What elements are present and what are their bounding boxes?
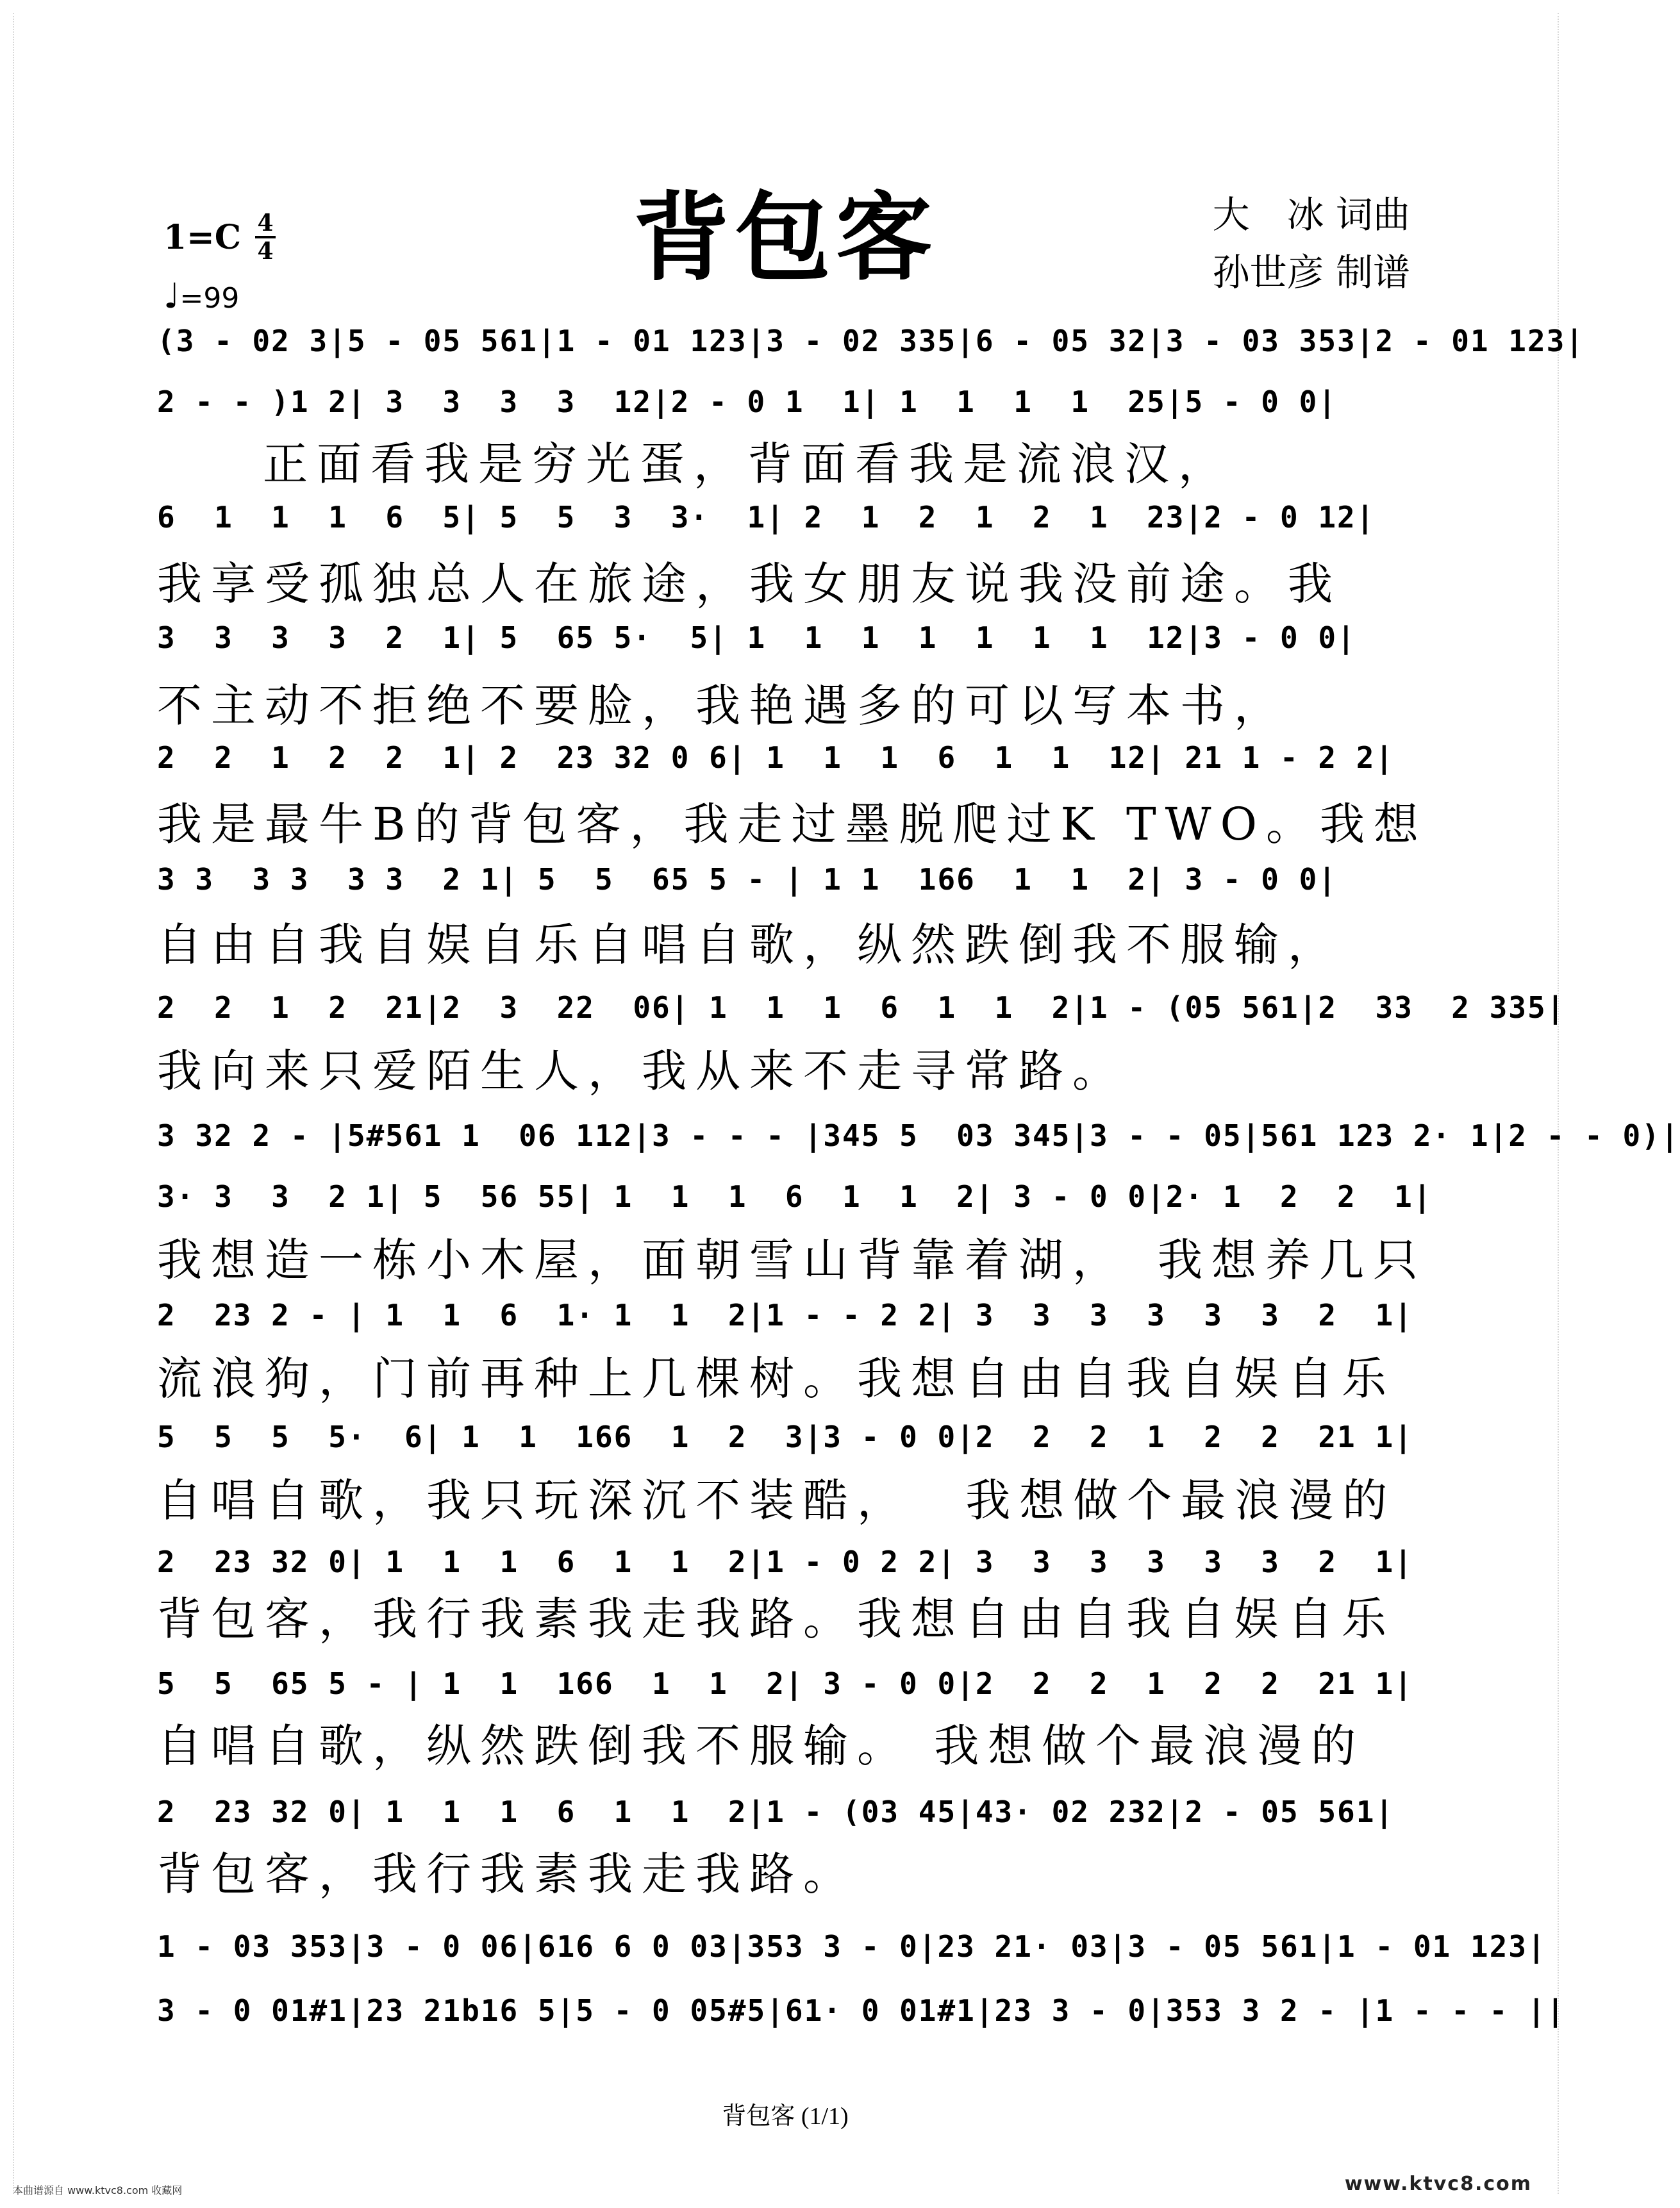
- site-watermark: www.ktvc8.com: [1344, 2173, 1532, 2195]
- lyric-line: 我是最牛B的背包客，我走过墨脱爬过K TWO。我想: [157, 798, 1428, 851]
- lyricist-composer-credit: 大 冰 词曲: [1212, 193, 1410, 237]
- credits: [1213, 186, 1410, 301]
- lyric-line: 我向来只爱陌生人，我从来不走寻常路。: [157, 1045, 1126, 1097]
- music-line: 2 2 1 2 21|2 3 22 06| 1 1 1 6 1 1 2|1 - (05 561|2 33 2 335|: [157, 990, 1566, 1025]
- lyric-line: 不主动不拒绝不要脸，我艳遇多的可以写本书，: [157, 679, 1288, 732]
- tempo-marking: [163, 276, 239, 316]
- music-line: 2 23 2 - | 1 1 6 1· 1 1 2|1 - - 2 2| 3 3 3 3 3 3 2 1|: [157, 1298, 1413, 1332]
- quarter-note-icon: ♩: [163, 276, 180, 316]
- lyric-line: 自由自我自娱自乐自唱自歌，纵然跌倒我不服输，: [157, 918, 1342, 971]
- music-line: 2 23 32 0| 1 1 1 6 1 1 2|1 - (03 45|43· 02 232|2 - 05 561|: [157, 1795, 1395, 1829]
- transcriber-credit: 孙世彦 制谱: [1212, 251, 1410, 294]
- music-line: 2 23 32 0| 1 1 1 6 1 1 2|1 - 0 2 2| 3 3 3 3 3 3 2 1|: [157, 1545, 1413, 1579]
- lyric-line: 自唱自歌，我只玩深沉不装酷， 我想做个最浪漫的: [157, 1474, 1397, 1527]
- lyric-line: 我想造一栋小木屋，面朝雪山背靠着湖， 我想养几只: [157, 1234, 1427, 1286]
- music-line: 1 - 03 353|3 - 0 06|616 6 0 03|353 3 - 0|23 21· 03|3 - 05 561|1 - 01 123|: [157, 1929, 1547, 1964]
- music-line: 2 2 1 2 2 1| 2 23 32 0 6| 1 1 1 6 1 1 12| 21 1 - 2 2|: [157, 740, 1395, 775]
- time-signature-numerator: 4: [257, 210, 274, 237]
- lyric-line: 正面看我是穷光蛋，背面看我是流浪汉，: [263, 438, 1232, 490]
- lyric-line: 背包客，我行我素我走我路。我想自由自我自娱自乐: [157, 1593, 1395, 1645]
- lyric-line: 流浪狗，门前再种上几棵树。我想自由自我自娱自乐: [157, 1352, 1395, 1405]
- time-signature: [255, 212, 276, 263]
- music-line: 6 1 1 1 6 5| 5 5 3 3· 1| 2 1 2 1 2 1 23|2 - 0 12|: [157, 500, 1376, 535]
- music-line: 5 5 5 5· 6| 1 1 166 1 2 3|3 - 0 0|2 2 2 1 2 2 21 1|: [157, 1420, 1413, 1454]
- source-watermark: 本曲谱源自 www.ktvc8.com 收藏网: [13, 2184, 183, 2196]
- music-line: 3 32 2 - |5#561 1 06 112|3 - - - |345 5 03 345|3 - - 05|561 123 2· 1|2 - - 0)|: [157, 1118, 1680, 1153]
- tempo-value: =99: [179, 282, 240, 315]
- lyric-line: 背包客，我行我素我走我路。: [157, 1848, 857, 1900]
- song-title: 背包客: [633, 181, 937, 294]
- music-line: 3· 3 3 2 1| 5 56 55| 1 1 1 6 1 1 2| 3 - 0 0|2· 1 2 2 1|: [157, 1179, 1433, 1214]
- music-line: 2 - - )1 2| 3 3 3 3 12|2 - 0 1 1| 1 1 1 1 25|5 - 0 0|: [157, 385, 1338, 419]
- lyric-line: 自唱自歌，纵然跌倒我不服输。 我想做个最浪漫的: [157, 1720, 1365, 1772]
- music-line: 3 3 3 3 3 3 2 1| 5 5 65 5 - | 1 1 166 1 1 2| 3 - 0 0|: [157, 862, 1338, 897]
- music-line: 5 5 65 5 - | 1 1 166 1 1 2| 3 - 0 0|2 2 2 1 2 2 21 1|: [157, 1666, 1413, 1701]
- music-line: 3 3 3 3 2 1| 5 65 5· 5| 1 1 1 1 1 1 1 12|3 - 0 0|: [157, 620, 1356, 655]
- music-line: (3 - 02 3|5 - 05 561|1 - 01 123|3 - 02 335|6 - 05 32|3 - 03 353|2 - 01 123|: [157, 324, 1585, 358]
- lyric-line: 我享受孤独总人在旅途，我女朋友说我没前途。我: [157, 558, 1342, 610]
- music-line: 3 - 0 01#1|23 21b16 5|5 - 0 05#5|61· 0 01#1|23 3 - 0|353 3 2 - |1 - - - ||: [157, 1993, 1566, 2028]
- time-signature-denominator: 4: [257, 238, 274, 265]
- page-footer: 背包客 (1/1): [722, 2103, 849, 2130]
- key-signature: 1=C: [163, 218, 242, 257]
